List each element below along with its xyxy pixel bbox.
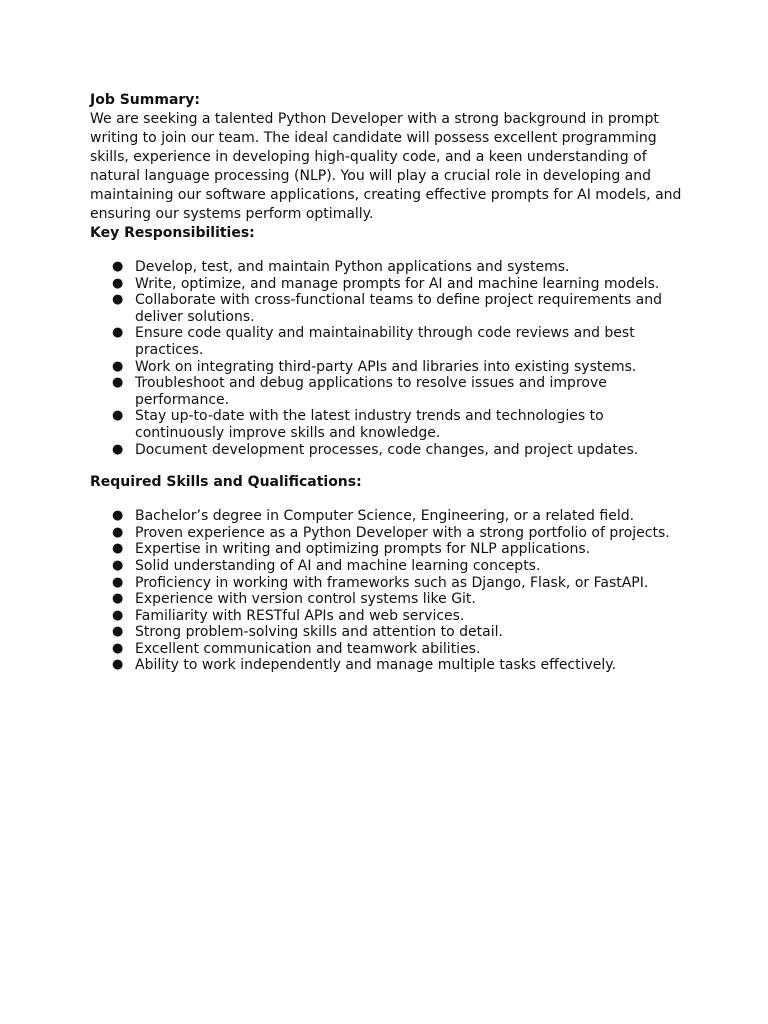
qualifications-list [90, 508, 690, 674]
list-item [90, 657, 690, 674]
list-item-text: Expertise in writing and optimizing prompts for NLP applications. [135, 541, 591, 558]
bullet-icon: ● [112, 325, 124, 341]
bullet-icon: ● [112, 275, 124, 291]
responsibilities-list [90, 259, 690, 458]
spacer [90, 243, 690, 259]
bullet-icon: ● [112, 441, 124, 457]
list-item-text: Collaborate with cross-functional teams to define project requirements and deliver solutions. [135, 292, 662, 325]
list-item [90, 525, 690, 542]
list-item-text: Ability to work independently and manage multiple tasks effectively. [135, 657, 617, 674]
list-item [90, 624, 690, 641]
bullet-icon: ● [112, 375, 124, 391]
list-item-text: Experience with version control systems like Git. [135, 591, 476, 608]
bullet-icon: ● [112, 292, 124, 308]
list-item [90, 408, 690, 441]
list-item-text: Stay up-to-date with the latest industry trends and technologies to continuously improve skills and knowledge. [135, 408, 604, 441]
list-item [90, 608, 690, 625]
bullet-icon: ● [112, 508, 124, 524]
list-item-text: Familiarity with RESTful APIs and web services. [135, 607, 465, 624]
list-item [90, 375, 690, 408]
bullet-icon: ● [112, 408, 124, 424]
list-item-text: Bachelor’s degree in Computer Science, Engineering, or a related field. [135, 508, 635, 525]
list-item-text: Proven experience as a Python Developer with a strong portfolio of projects. [135, 524, 670, 541]
list-item [90, 541, 690, 558]
bullet-icon: ● [112, 541, 124, 557]
list-item-text: Write, optimize, and manage prompts for AI and machine learning models. [135, 275, 660, 292]
bullet-icon: ● [112, 358, 124, 374]
list-item [90, 575, 690, 592]
job-summary-text: We are seeking a talented Python Developer with a strong background in prompt writing to join our team. The ideal candidate will possess excellent programming skills, experience in developing high-quality code, and a keen understanding of natural language processing (NLP). You will play a crucial role in developing and maintaining our software applications, creating effective prompts for AI models, and ensuring our systems perform optimally. [90, 111, 682, 222]
list-item [90, 508, 690, 525]
list-item [90, 442, 690, 459]
spacer [90, 492, 690, 508]
list-item-text: Ensure code quality and maintainability through code reviews and best practices. [135, 325, 635, 358]
list-item [90, 641, 690, 658]
list-item-text: Document development processes, code changes, and project updates. [135, 441, 639, 458]
bullet-icon: ● [112, 524, 124, 540]
bullet-icon: ● [112, 574, 124, 590]
bullet-icon: ● [112, 640, 124, 656]
responsibilities-heading: Key Responsibilities: [90, 225, 255, 241]
list-item-text: Work on integrating third-party APIs and libraries into existing systems. [135, 358, 637, 375]
spacer [90, 458, 690, 473]
list-item [90, 259, 690, 276]
list-item-text: Develop, test, and maintain Python applications and systems. [135, 259, 570, 275]
bullet-icon: ● [112, 624, 124, 640]
list-item-text: Strong problem-solving skills and attention to detail. [135, 624, 503, 641]
list-item [90, 276, 690, 293]
list-item [90, 359, 690, 376]
bullet-icon: ● [112, 657, 124, 673]
list-item-text: Excellent communication and teamwork abilities. [135, 640, 481, 657]
qualifications-heading: Required Skills and Qualifications: [90, 474, 362, 491]
list-item-text: Proficiency in working with frameworks such as Django, Flask, or FastAPI. [135, 574, 649, 591]
document-page [90, 91, 690, 674]
bullet-icon: ● [112, 607, 124, 623]
list-item-text: Troubleshoot and debug applications to resolve issues and improve performance. [135, 375, 607, 408]
list-item [90, 292, 690, 325]
bullet-icon: ● [112, 259, 124, 274]
list-item [90, 325, 690, 358]
list-item [90, 591, 690, 608]
list-item-text: Solid understanding of AI and machine learning concepts. [135, 557, 541, 574]
bullet-icon: ● [112, 557, 124, 573]
list-item [90, 558, 690, 575]
job-summary-heading: Job Summary: [90, 92, 201, 108]
bullet-icon: ● [112, 591, 124, 607]
